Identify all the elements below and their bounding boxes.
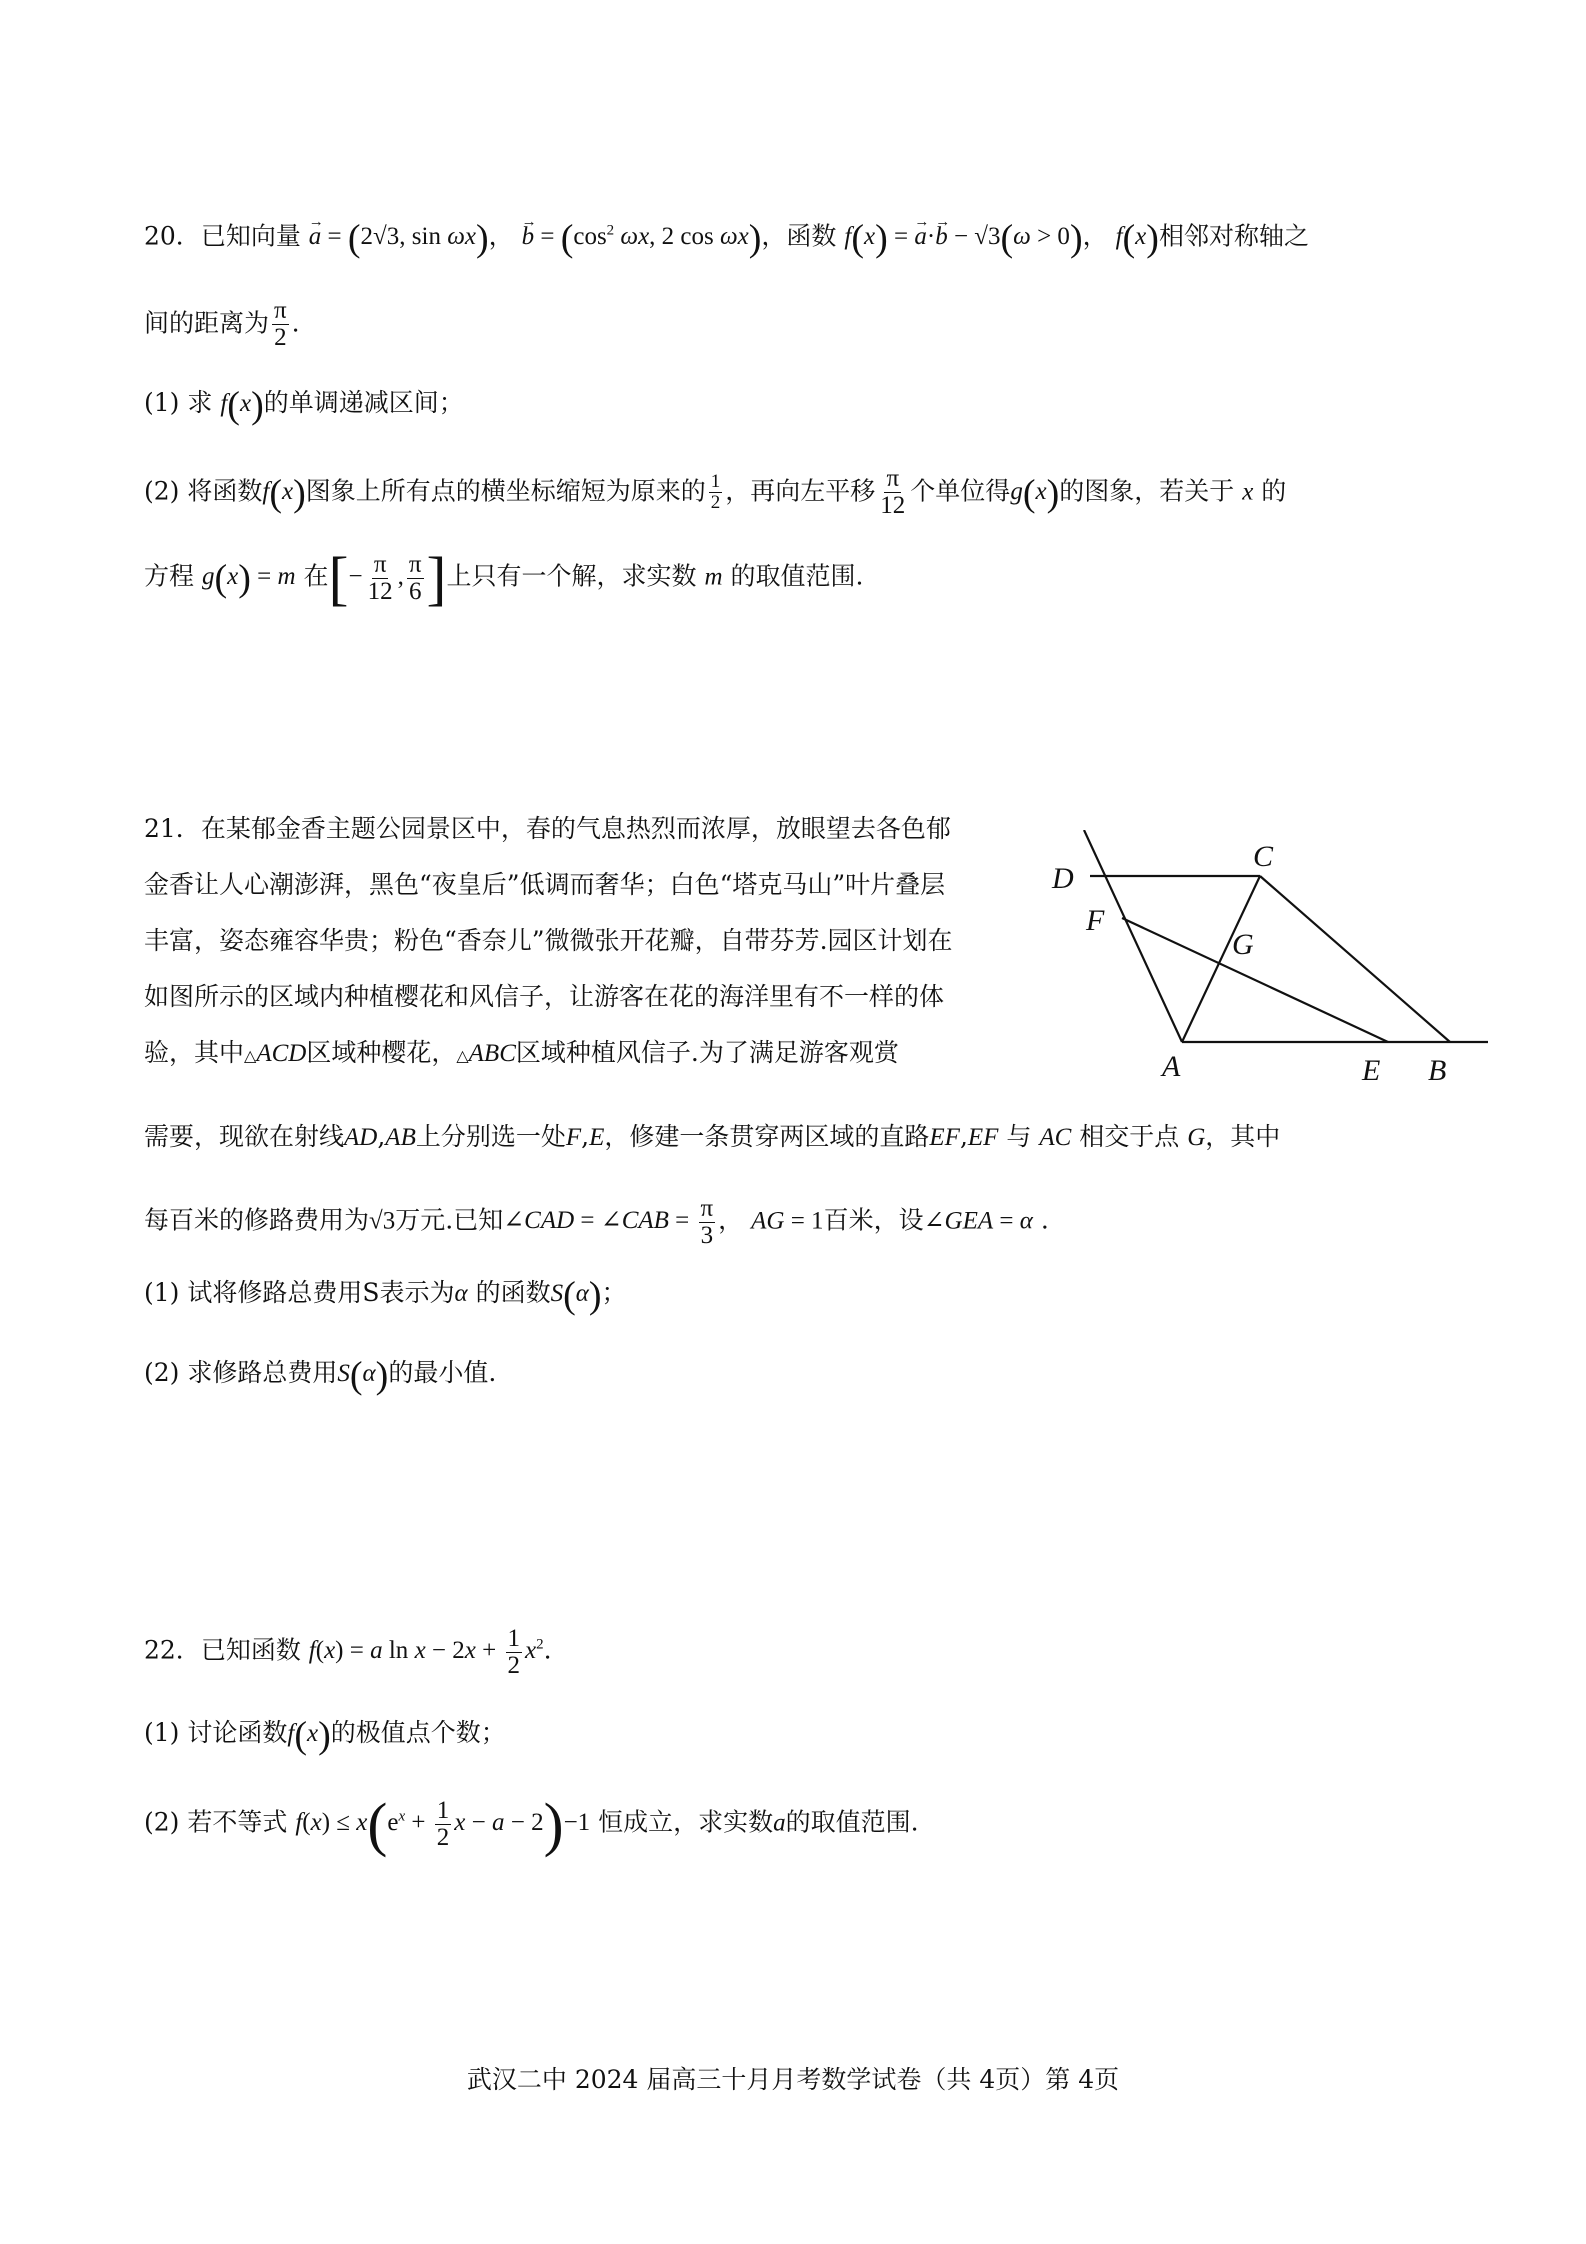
q21-stem-line5: 验，其中△ACD区域种樱花，△ABC区域种植风信子.为了满足游客观赏 xyxy=(144,1038,899,1067)
label-G: G xyxy=(1232,928,1254,961)
q21-stem-line2: 金香让人心潮澎湃，黑色“夜皇后”低调而奢华；白色“塔克马山”叶片叠层 xyxy=(144,870,946,899)
interval-bracket: [− $\frac{\pi}{12}$ , $\frac{\pi}{6}$ ] xyxy=(328,545,447,612)
geometry-figure xyxy=(1050,830,1500,1100)
q22-part1: (1) 讨论函数f(x)的极值点个数； xyxy=(144,1714,506,1757)
equation-g-eq-m: g(x) = m xyxy=(201,557,296,600)
q21-part1: (1) 试将修路总费用S表示为α 的函数S(α)； xyxy=(144,1274,627,1317)
q21-stem-line6: 需要，现欲在射线AD,AB上分别选一处F,E，修建一条贯穿两区域的直路EF,EF 与 AC 相交于点 G，其中 xyxy=(144,1122,1281,1151)
q20-stem-line1: 20．已知向量 → a = (2√3, sin ωx)， → $b = (\cos^2$ ωx, 2 cos ωx)，函数 f(x) = → a·→ b − √3(ω > 0)， f(x)相邻对称轴之 xyxy=(144,214,1309,256)
q20-part2-line1: (2) 将函数f(x)图象上所有点的横坐标缩短为原来的 $\frac{1}{2}$ ，再向左平移 $\frac{\pi}{12}$ 个单位得g(x)的图象，若关于 x 的 xyxy=(144,465,1287,520)
page-footer: 武汉二中 2024 届高三十月月考数学试卷（共 4页）第 4页 xyxy=(466,2065,1120,2094)
function-f-def-22: f(x) = a ln x − 2x + $\frac{1}{2}$ $x^2$ xyxy=(308,1625,544,1680)
q21-stem-line4: 如图所示的区域内种植樱花和风信子，让游客在花的海洋里有不一样的体 xyxy=(144,982,945,1011)
angle-condition: ∠CAD = ∠CAB = $\frac{\pi}{3}$ xyxy=(503,1195,714,1250)
segment-C-B xyxy=(1260,876,1450,1042)
label-F: F xyxy=(1086,904,1105,937)
segment-F-E xyxy=(1122,918,1388,1042)
function-f-def: f(x) = → a·→ b − √3(ω > 0) xyxy=(844,223,1082,250)
q20-stem-line2: 间的距离为 $\frac{\pi}{2}$ . xyxy=(144,297,300,352)
label-B: B xyxy=(1428,1054,1447,1087)
q20-part2-line2: 方程 g(x) = m 在[− $\frac{\pi}{12}$ , $\frac{\pi}{6}$ ]上只有一个解，求实数 m 的取值范围. xyxy=(144,545,864,612)
q21-stem-line3: 丰富，姿态雍容华贵；粉色“香奈儿”微微张开花瓣，自带芬芳.园区计划在 xyxy=(144,926,953,955)
label-D: D xyxy=(1052,862,1074,895)
vector-b-def: → $b = (\cos^2$ ωx, 2 cos ωx) xyxy=(522,223,762,250)
fraction-pi-over-2: $\frac{\pi}{2}$ xyxy=(274,297,287,352)
fraction-1-over-2: $\frac{1}{2}$ xyxy=(710,471,721,514)
label-E: E xyxy=(1362,1054,1381,1087)
label-A: A xyxy=(1162,1050,1181,1083)
q21-stem-line1: 21．在某郁金香主题公园景区中，春的气息热烈而浓厚，放眼望去各色郁 xyxy=(144,814,951,843)
q21-part2: (2) 求修路总费用S(α)的最小值. xyxy=(144,1354,497,1397)
vector-a-def: → a = (2√3, sin ωx) xyxy=(309,223,489,250)
q21-stem-line7: 每百米的修路费用为√3万元.已知∠CAD = ∠CAB = $\frac{\pi}{3}$ ， AG = 1百米，设∠GEA = α . xyxy=(144,1195,1049,1250)
q22-stem: 22．已知函数 f(x) = a ln x − 2x + $\frac{1}{2}$ $x^2$. xyxy=(144,1625,552,1680)
fraction-pi-over-12: $\frac{\pi}{12}$ xyxy=(880,465,906,520)
q20-part1: (1) 求 f(x)的单调递减区间； xyxy=(144,384,464,427)
inequality-expression: $f(x) \le x(e^x$ + $\frac{1}{2}$ x − a − 2)−1 xyxy=(295,1791,591,1858)
label-C: C xyxy=(1253,840,1274,873)
q22-part2: (2) 若不等式 $f(x) \le x(e^x$ + $\frac{1}{2}$ x − a − 2)−1 恒成立，求实数a的取值范围. xyxy=(144,1791,919,1858)
